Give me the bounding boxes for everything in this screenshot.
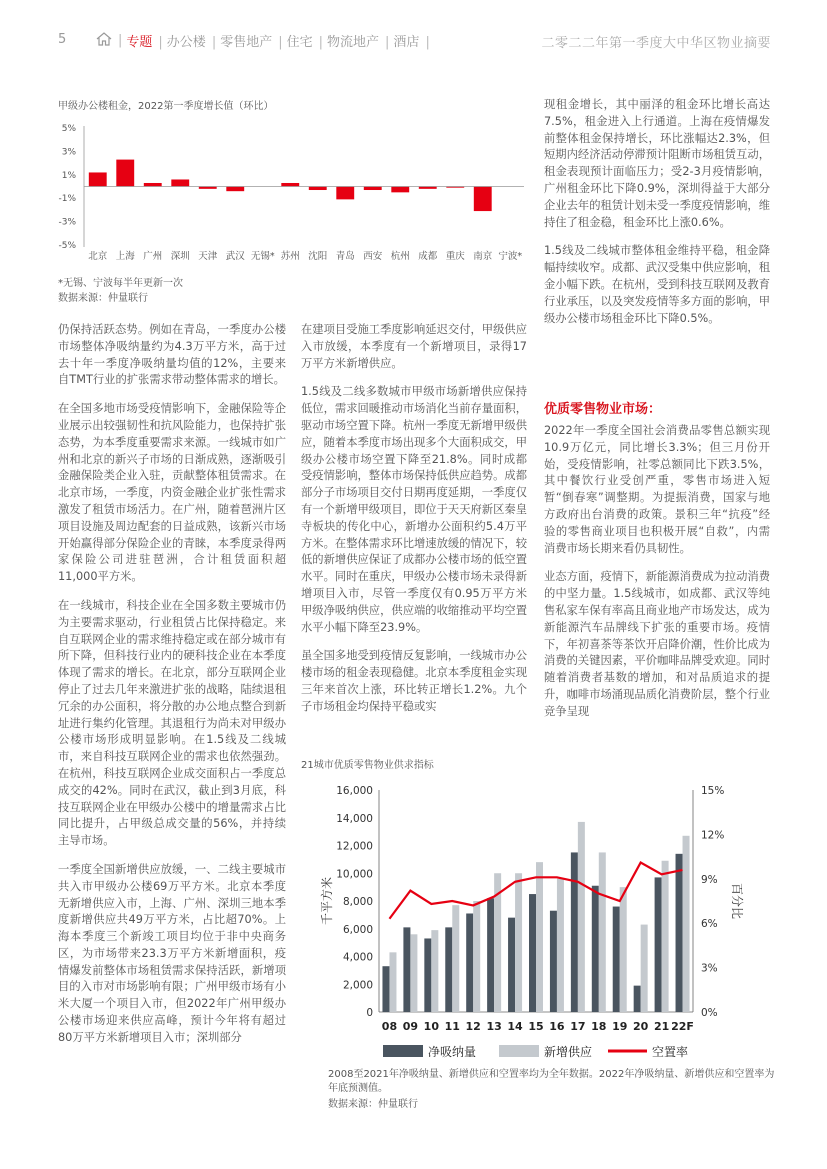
retail-section-heading: 优质零售物业市场：: [544, 402, 662, 417]
bar-new-supply: [410, 934, 417, 1012]
header-nav: | 专题 | 办公楼 | 零售地产 | 住宅 | 物流地产 | 酒店 |: [96, 31, 438, 50]
x-tick-label: 重庆: [445, 251, 465, 262]
y-tick-label: 16,000: [336, 785, 373, 797]
bar: [226, 187, 244, 192]
x-tick-label: 14: [507, 1020, 523, 1033]
bar-net-absorption: [487, 898, 494, 1012]
x-tick-label: 北京: [88, 251, 108, 262]
nav-item[interactable]: 酒店: [393, 35, 420, 50]
y-axis-title: 千平方米: [320, 876, 334, 926]
rent-chart-title: 甲级办公楼租金，2022第一季度增长值（环比）: [58, 101, 274, 112]
paragraph: 2022年一季度全国社会消费品零售总额实现10.9万亿元，同比增长3.3%；但三月份开始，受疫情影响，社零总额同比下跌3.5%，其中餐饮行业受创严重，零售市场进入短暂“倒春寒”调整期。为提振消费，国家与地方政府出台消费的政策。景积三年“抗疫”经验的零售商业项目也积极开展“自救”，内需消费市场长期来看仍具韧性。: [544, 424, 770, 555]
nav-item[interactable]: 住宅: [286, 35, 313, 50]
y-tick-label: -3%: [58, 217, 76, 228]
x-tick-label: 18: [591, 1020, 607, 1033]
y-tick-label: 4,000: [342, 951, 373, 964]
report-title: 二零二二年第一季度大中华区物业摘要: [541, 36, 771, 51]
bar-new-supply: [515, 873, 522, 1012]
bar: [309, 187, 327, 191]
paragraph: 在建项目受施工季度影响延迟交付，甲级供应入市放缓，本季度有一个新增项目，录得17万平方米新增供应。: [301, 323, 527, 370]
y-tick-label: 6,000: [342, 923, 373, 936]
x-tick-label: 21: [653, 1020, 670, 1033]
retail-chart-source: 数据来源：仲量联行: [328, 1099, 418, 1110]
bar-net-absorption: [382, 966, 389, 1012]
x-tick-label: 17: [570, 1020, 586, 1033]
x-tick-label: 武汉: [225, 251, 245, 262]
bar-new-supply: [599, 852, 606, 1012]
y-tick-label: 5%: [61, 124, 76, 134]
bar-net-absorption: [655, 877, 662, 1012]
bar-new-supply: [389, 952, 396, 1012]
column-1: [58, 322, 286, 1059]
bar-new-supply: [578, 822, 585, 1012]
bar: [171, 179, 189, 186]
x-tick-label: 11: [444, 1020, 460, 1033]
x-tick-label: 杭州: [390, 251, 410, 262]
paragraph: 虽全国多地受到疫情反复影响，一线城市办公楼市场的租金表现稳健。北京本季度租金实现三年来首次上涨，环比转正增长1.2%。九个子市场租金均保持平稳或实: [301, 649, 527, 713]
paragraph: 业态方面，疫情下，新能源消费成为拉动消费的中坚力量。1.5线城市，如成都、武汉等纯售私家车保有率高且商业地产市场发达，成为新能源汽车品牌线下扩张的重要市场。疫情下，年初喜茶等茶饮开启降价潮，性价比成为消费的关键因素，平价咖啡品牌受欢迎。同时随着消费者基数的增加，和对品质追求的提升，咖啡市场涌现品质化消费阶层，整个行业竞争呈现: [544, 570, 770, 718]
bar-net-absorption: [592, 886, 599, 1012]
nav-item[interactable]: 物流地产: [327, 35, 380, 50]
bar: [364, 187, 382, 191]
y2-tick-label: 9%: [701, 873, 718, 886]
x-tick-label: 19: [612, 1020, 628, 1033]
bar: [474, 187, 492, 212]
bar-new-supply: [473, 901, 480, 1012]
y-tick-label: 14,000: [336, 812, 373, 825]
legend-label: 新增供应: [544, 1045, 593, 1059]
y-tick-label: 0: [366, 1007, 373, 1019]
bar-new-supply: [536, 862, 543, 1012]
bar-net-absorption: [508, 918, 515, 1012]
y-tick-label: 3%: [61, 147, 76, 158]
bar-new-supply: [662, 861, 669, 1012]
y2-tick-label: 3%: [701, 962, 718, 975]
y-tick-label: -1%: [58, 194, 76, 205]
x-tick-label: 天津: [198, 251, 218, 262]
x-tick-label: 08: [381, 1020, 398, 1033]
y2-tick-label: 12%: [701, 829, 725, 842]
x-tick-label: 09: [402, 1020, 419, 1033]
nav-item[interactable]: 专题: [126, 35, 153, 50]
y2-tick-label: 15%: [701, 785, 725, 797]
rent-chart-footnote: *无锡、宁波每半年更新一次: [58, 278, 183, 289]
retail-chart-note: 2008至2021年净吸纳量、新增供应和空置率均为全年数据。2022年净吸纳量、新增供应和空置率为年底预测值。: [328, 1069, 775, 1094]
legend-swatch-net-absorption: [383, 1045, 423, 1057]
x-tick-label: 13: [486, 1020, 502, 1033]
retail-supply-demand-chart: [301, 775, 771, 1065]
y-tick-label: 1%: [61, 170, 76, 181]
bar: [144, 183, 162, 187]
home-icon[interactable]: [96, 32, 112, 50]
x-tick-label: 12: [465, 1020, 481, 1033]
x-tick-label: 15: [528, 1020, 544, 1033]
bar-net-absorption: [676, 854, 683, 1012]
bar-net-absorption: [466, 913, 473, 1012]
paragraph: 现租金增长，其中丽泽的租金环比增长高达7.5%，租金进入上行通道。上海在疫情爆发前整体租金保持增长，环比涨幅达2.3%，但短期内经济活动停滞预计阻断市场租赁互动，租金表现预计面临压力；受2-3月疫情影响，广州租金环比下降0.9%，深圳得益于大部分企业去年的租赁计划未受一季度疫情影响，维持住了租金稳，租金环比上涨0.6%。: [544, 98, 770, 229]
retail-section: [544, 423, 770, 733]
bar-net-absorption: [403, 927, 410, 1012]
column-2: [301, 322, 527, 728]
bar: [336, 187, 354, 200]
bar-net-absorption: [424, 938, 431, 1012]
bar-net-absorption: [571, 852, 578, 1012]
bar-net-absorption: [550, 911, 557, 1012]
paragraph: 在全国多地市场受疫情影响下，金融保险等企业展示出较强韧性和抗风险能力，也保持扩张态势，为本季度重要需求来源。一线城市如广州和北京的新兴子市场的日渐成熟，逐渐吸引金融保险类企业入驻，贡献整体租赁需求。在北京市场，一季度，内资金融企业扩张性需求激发了租赁市场活力。在广州，随着琶洲片区项目设施及周边配套的日益成熟，该新兴市场开始赢得部分保险企业的青睐，本季度录得两家保险公司进驻琶洲，合计租赁面积超11,000平方米。: [58, 402, 286, 584]
x-tick-label: 宁波*: [498, 251, 523, 262]
bar-new-supply: [620, 887, 627, 1012]
x-tick-label: 南京: [473, 251, 493, 262]
rent-chart-source: 数据来源：仲量联行: [58, 293, 148, 304]
x-tick-label: 22F: [671, 1020, 694, 1033]
bar-net-absorption: [613, 907, 620, 1012]
x-tick-label: 青岛: [335, 251, 355, 262]
y-tick-label: 8,000: [342, 896, 373, 908]
y-tick-label: -5%: [58, 241, 76, 251]
bar-new-supply: [683, 836, 690, 1012]
x-tick-label: 10: [423, 1020, 439, 1033]
legend-label: 空置率: [652, 1045, 689, 1059]
legend-label: 净吸纳量: [428, 1045, 477, 1059]
x-tick-label: 成都: [418, 251, 438, 262]
bar-net-absorption: [634, 986, 641, 1012]
y-tick-label: 12,000: [336, 840, 373, 853]
bar-net-absorption: [529, 894, 536, 1012]
y-tick-label: 2,000: [342, 979, 373, 992]
nav-items: 专题 | 办公楼 | 零售地产 | 住宅 | 物流地产 | 酒店 |: [126, 35, 430, 50]
x-tick-label: 沈阳: [308, 251, 328, 262]
paragraph: 仍保持活跃态势。例如在青岛，一季度办公楼市场整体净吸纳量约为4.3万平方米，高于过去十年一季度净吸纳量均值的12%，主要来自TMT行业的扩张需求带动整体需求的增长。: [58, 323, 286, 387]
x-tick-label: 20: [633, 1020, 649, 1033]
column-3: [544, 97, 770, 339]
x-tick-label: 16: [549, 1020, 565, 1033]
x-tick-label: 上海: [115, 251, 135, 262]
bar-new-supply: [431, 930, 438, 1012]
paragraph: 一季度全国新增供应放缓，一、二线主要城市共入市甲级办公楼69万平方米。北京本季度无新增供应入市，上海、广州、深圳三地本季度新增供应共49万平方米，占比超70%。上海本季度三个新竣工项目均位于非中央商务区，为市场带来23.3万平方米新增面积，疫情爆发前整体市场租赁需求保持活跃，新增项目的入市对市场影响有限；广州甲级市场有小米大厦一个项目入市，但2022年广州甲级办公楼市场迎来供应高峰，预计今年将有超过80万平方米新增项目入市；深圳部分: [58, 862, 286, 1044]
retail-chart-title: 21城市优质零售物业供求指标: [301, 760, 434, 771]
paragraph: 在一线城市，科技企业在全国多数主要城市仍为主要需求驱动，行业租赁占比保持稳定。来自互联网企业的需求维持稳定或在部分城市有所下降，但科技行业内的硬科技企业在本季度体现了需求的增长。在北京，部分互联网企业停止了过去几年来激进扩张的战略，陆续退租冗余的办公面积，将分散的办公地点整合到新址进行集约化管理。其退租行为尚未对甲级办公楼市场形成明显影响。在1.5线及二线城市，来自科技互联网企业的需求也依然强劲。在杭州，科技互联网企业成交面积占一季度总成交的42%。同时在武汉，截止到3月底，科技互联网企业在甲级办公楼中的增量需求占比同比提升，占甲级总成交量的56%，并持续主导市场。: [58, 598, 286, 848]
bar: [281, 183, 299, 187]
bar-new-supply: [557, 879, 564, 1012]
y2-tick-label: 6%: [701, 918, 718, 931]
y-tick-label: 10,000: [336, 868, 373, 881]
bar-new-supply: [641, 925, 648, 1012]
x-tick-label: 深圳: [170, 251, 190, 262]
x-tick-label: 广州: [143, 251, 163, 262]
rent-growth-chart: [56, 118, 526, 268]
bar-new-supply: [452, 905, 459, 1012]
y2-axis-title: 百分比: [730, 882, 744, 920]
bar: [391, 187, 409, 193]
x-tick-label: 无锡*: [250, 251, 275, 262]
bar: [116, 160, 134, 187]
x-tick-label: 苏州: [280, 251, 300, 262]
legend-swatch-new-supply: [499, 1045, 539, 1057]
x-tick-label: 西安: [363, 251, 383, 262]
y2-tick-label: 0%: [701, 1007, 718, 1019]
bar: [89, 172, 107, 186]
bar-net-absorption: [445, 927, 452, 1012]
nav-item[interactable]: 办公楼: [166, 35, 206, 50]
page-number: 5: [58, 32, 67, 47]
paragraph: 1.5线及二线多数城市甲级市场新增供应保持低位，需求回暖推动市场消化当前存量面积，驱动市场空置下降。杭州一季度无新增甲级供应，随着本季度市场出现多个大面积成交，甲级办公楼市场空置下降至21.8%。同时成都受疫情影响，整体市场保持低供应趋势。成都部分子市场项目交付日期再度延期，一季度仅有一个新增甲级项目，即位于天天府新区秦皇寺板块的传化中心，新增办公面积约5.4万平方米。在整体需求环比增速放缓的情况下，较低的新增供应保证了成都办公楼市场的低空置水平。同时在重庆，甲级办公楼市场未录得新增项目入市，尽管一季度仅有0.95万平方米甲级净吸纳供应，供应端的收缩推动平均空置水平小幅下降至23.9%。: [301, 385, 527, 634]
nav-item[interactable]: 零售地产: [220, 35, 273, 50]
paragraph: 1.5线及二线城市整体租金维持平稳，租金降幅持续收窄。成都、武汉受集中供应影响，租金小幅下跌。在杭州，受到科技互联网及教育行业承压，以及突发疫情等多方面的影响，甲级办公楼市场租金环比下降0.5%。: [544, 244, 770, 325]
page-header: [0, 30, 827, 52]
